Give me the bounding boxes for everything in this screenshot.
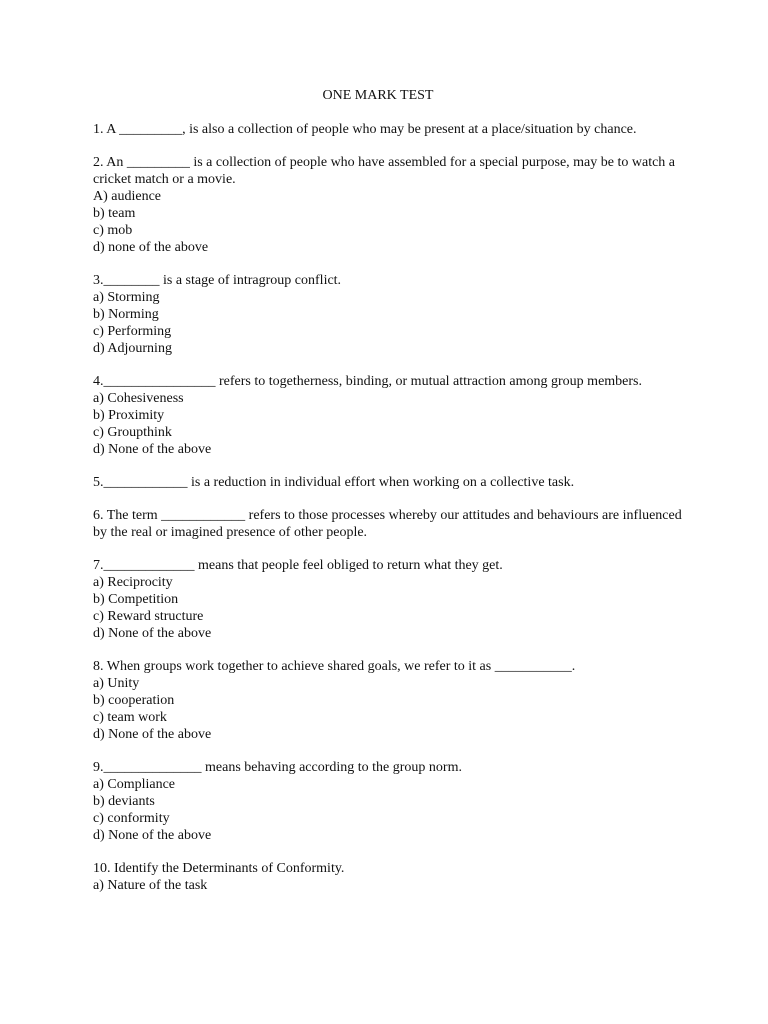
question-text: 7._____________ means that people feel obliged to return what they get. [93, 558, 503, 573]
option-d: d) None of the above [93, 828, 212, 843]
option-d: d) None of the above [93, 727, 212, 742]
question-text: 3.________ is a stage of intragroup conflict. [93, 273, 342, 288]
option-b: b) Proximity [93, 408, 165, 423]
question-2 [93, 154, 693, 256]
option-c: c) Groupthink [93, 425, 172, 440]
option-a: a) Nature of the task [93, 878, 208, 893]
option-a: a) Compliance [93, 777, 176, 792]
question-text: 5.____________ is a reduction in individual effort when working on a collective task. [93, 475, 575, 490]
option-b: b) Competition [93, 592, 179, 607]
option-c: c) conformity [93, 811, 170, 826]
question-text: 4.________________ refers to togetherness, binding, or mutual attraction among group members. [93, 374, 643, 389]
question-7 [93, 557, 693, 642]
option-d: d) None of the above [93, 626, 212, 641]
question-text: 2. An _________ is a collection of people who have assembled for a special purpose, may be to watch a cricket match or a movie. [93, 155, 679, 187]
option-a: A) audience [93, 189, 162, 204]
question-1 [93, 121, 693, 138]
option-d: d) none of the above [93, 240, 209, 255]
question-text: 1. A _________, is also a collection of people who may be present at a place/situation by chance. [93, 122, 637, 137]
option-b: b) deviants [93, 794, 155, 809]
question-3 [93, 272, 693, 357]
option-a: a) Unity [93, 676, 140, 691]
question-10 [93, 860, 693, 894]
option-c: c) mob [93, 223, 133, 238]
option-b: b) cooperation [93, 693, 175, 708]
option-b: b) Norming [93, 307, 159, 322]
option-b: b) team [93, 206, 136, 221]
question-6 [93, 507, 693, 541]
question-text: 9.______________ means behaving according to the group norm. [93, 760, 462, 775]
option-a: a) Cohesiveness [93, 391, 184, 406]
option-a: a) Storming [93, 290, 160, 305]
question-8 [93, 658, 693, 743]
question-4 [93, 373, 693, 458]
option-c: c) Reward structure [93, 609, 204, 624]
option-a: a) Reciprocity [93, 575, 173, 590]
option-c: c) team work [93, 710, 167, 725]
question-text: 10. Identify the Determinants of Conformity. [93, 861, 345, 876]
option-c: c) Performing [93, 324, 172, 339]
question-text: 6. The term ____________ refers to those processes whereby our attitudes and behaviours are influenced by the real or imagined presence of other people. [93, 508, 686, 540]
document-title: ONE MARK TEST [322, 88, 434, 103]
question-5 [93, 474, 693, 491]
option-d: d) None of the above [93, 442, 212, 457]
question-text: 8. When groups work together to achieve shared goals, we refer to it as ___________. [93, 659, 576, 674]
option-d: d) Adjourning [93, 341, 172, 356]
question-list [93, 121, 693, 910]
question-9 [93, 759, 693, 844]
